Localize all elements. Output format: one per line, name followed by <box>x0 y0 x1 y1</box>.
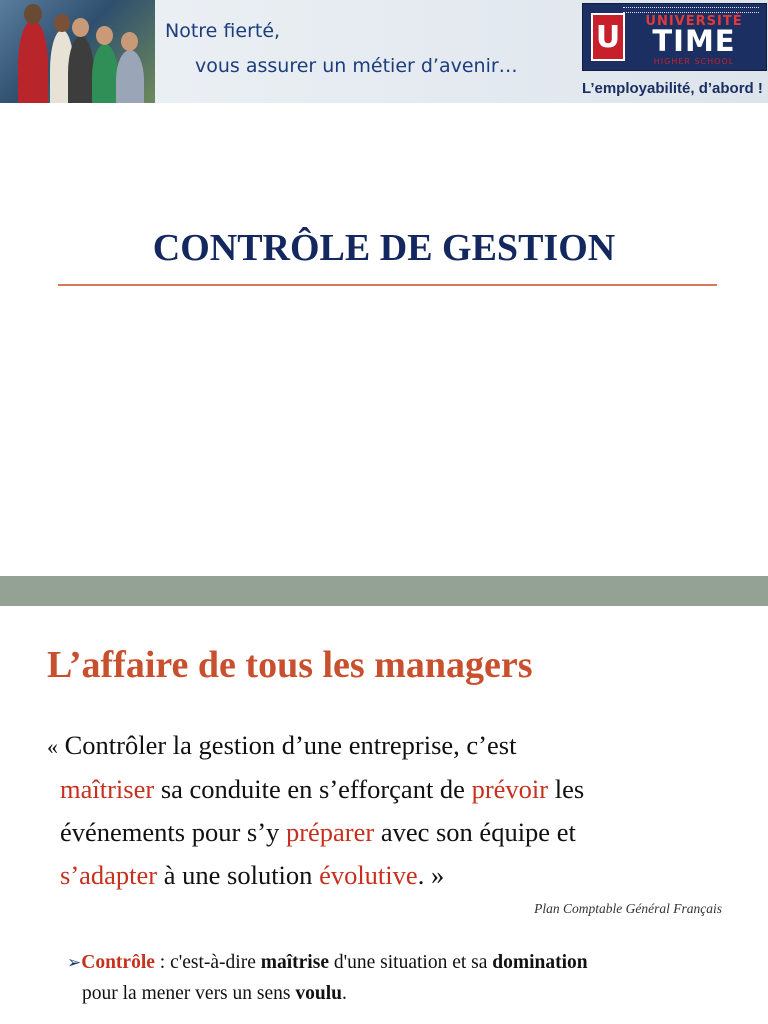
slide-heading: L’affaire de tous les managers <box>47 644 533 686</box>
quote-text: Contrôler la gestion d’une entreprise, c’est <box>58 730 517 760</box>
logo-time-text: TIME <box>652 24 736 58</box>
bullet-line-1 <box>67 947 737 978</box>
quote-line-4 <box>47 854 747 897</box>
logo-higher-school-text: HIGHER SCHOOL <box>653 57 735 66</box>
quote-line-2 <box>47 768 747 811</box>
arrow-bullet-icon: ➢ <box>67 953 82 972</box>
quote-text: événements pour s’y <box>60 817 286 847</box>
banner-slogan <box>165 22 518 76</box>
bullet-text: pour la mener vers un sens <box>82 983 296 1004</box>
keyword-prevoir: prévoir <box>471 774 549 804</box>
title-underline <box>58 284 717 286</box>
bullet-item <box>67 947 737 1009</box>
students-photo <box>0 0 155 103</box>
logo-universite-text: UNIVERSITÉ <box>645 14 743 29</box>
slide-title: CONTRÔLE DE GESTION <box>152 227 616 269</box>
quote-source: Plan Comptable Général Français <box>534 901 722 916</box>
bullet-bold-maitrise: maîtrise <box>260 952 329 973</box>
quote-open-mark: « <box>47 734 58 759</box>
slide-divider-band <box>0 576 768 606</box>
bullet-text: : c'est-à-dire <box>154 952 261 973</box>
university-logo <box>582 3 767 71</box>
header-banner <box>0 0 768 103</box>
bullet-bold-voulu: voulu <box>295 983 342 1004</box>
quote-line-1 <box>47 724 747 768</box>
quote-close: . » <box>417 860 445 890</box>
bullet-line-2 <box>67 978 737 1009</box>
quote-block <box>47 724 747 897</box>
bullet-term: Contrôle <box>81 952 155 973</box>
keyword-adapter: s’adapter <box>60 860 158 890</box>
bullet-text: . <box>341 983 347 1004</box>
bullet-bold-domination: domination <box>492 952 588 973</box>
logo-tagline: L’employabilité, d’abord ! <box>582 80 763 97</box>
quote-text: avec son équipe et <box>374 817 576 847</box>
quote-text: à une solution <box>157 860 320 890</box>
bullet-text: d'une situation et sa <box>328 952 493 973</box>
slogan-line-1: Notre fierté, <box>165 20 281 42</box>
keyword-preparer: préparer <box>285 817 375 847</box>
quote-text: sa conduite en s’efforçant de <box>154 774 472 804</box>
slogan-line-2: vous assurer un métier d’avenir… <box>195 55 518 77</box>
logo-u-mark: U <box>591 13 625 61</box>
keyword-evolutive: évolutive <box>319 860 418 890</box>
keyword-maitriser: maîtriser <box>60 774 155 804</box>
quote-text: les <box>548 774 585 804</box>
quote-line-3 <box>47 811 747 854</box>
logo-arabic-script <box>623 7 759 13</box>
